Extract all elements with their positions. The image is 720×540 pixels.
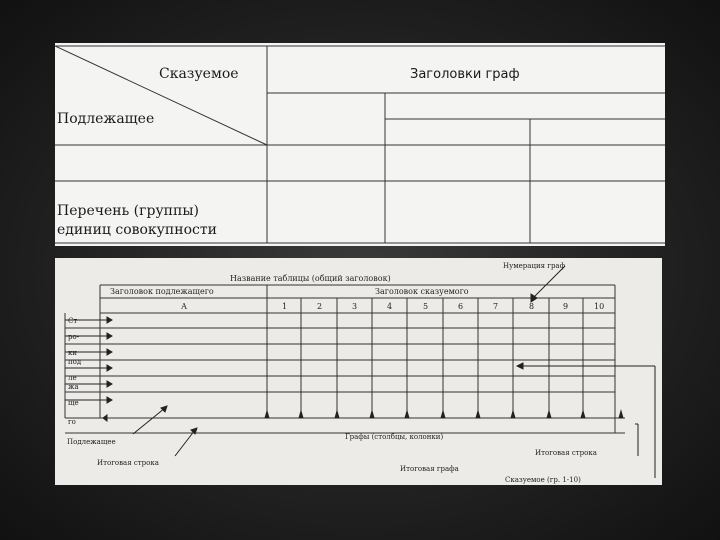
total-row-label-left: Итоговая строка [97, 459, 159, 467]
predicate-header-label: Заголовок сказуемого [375, 287, 469, 296]
row-label: ще [68, 399, 79, 407]
row-label: ле [68, 374, 77, 382]
header-diagonal [55, 46, 267, 145]
table-title-label: Название таблицы (общий заголовок) [230, 274, 391, 283]
row-label: го [68, 418, 76, 426]
column-number: 1 [282, 302, 288, 311]
subject-header-label: Заголовок подлежащего [110, 287, 214, 296]
column-number: 6 [458, 302, 464, 311]
skazuemoe-label: Сказуемое [159, 66, 239, 82]
row-label: Ст [68, 317, 78, 325]
units-list-label-line1: Перечень (группы) [57, 203, 199, 219]
predicate-range-label: Сказуемое (гр. 1-10) [505, 476, 581, 484]
row-label: ки [68, 349, 78, 357]
units-list-label-line2: единиц совокупности [57, 222, 217, 238]
column-number: 10 [594, 302, 605, 311]
table-layout-diagram-bottom [55, 258, 662, 485]
row-label: ро- [68, 333, 80, 341]
podlezhashee-label: Подлежащее [57, 111, 155, 127]
top-table-drawing [55, 43, 665, 246]
columns-label: Графы (столбцы, колонки) [345, 433, 444, 441]
column-number: 7 [493, 302, 499, 311]
column-number: 4 [387, 302, 393, 311]
column-number: 3 [352, 302, 358, 311]
column-number: 8 [529, 302, 535, 311]
row-label: под [68, 358, 82, 366]
total-column-label: Итоговая графа [400, 465, 459, 473]
column-a-label: А [181, 302, 188, 311]
column-number: 9 [563, 302, 569, 311]
total-row-label-right: Итоговая строка [535, 449, 597, 457]
column-number: 5 [423, 302, 429, 311]
column-numbering-label: Нумерация граф [503, 262, 566, 270]
bottom-table-drawing [55, 258, 662, 485]
table-layout-diagram-top [55, 43, 665, 246]
subject-label: Подлежащее [67, 438, 116, 446]
row-label: жа [68, 383, 79, 391]
column-number: 2 [317, 302, 323, 311]
column-headers-label: Заголовки граф [410, 67, 520, 82]
